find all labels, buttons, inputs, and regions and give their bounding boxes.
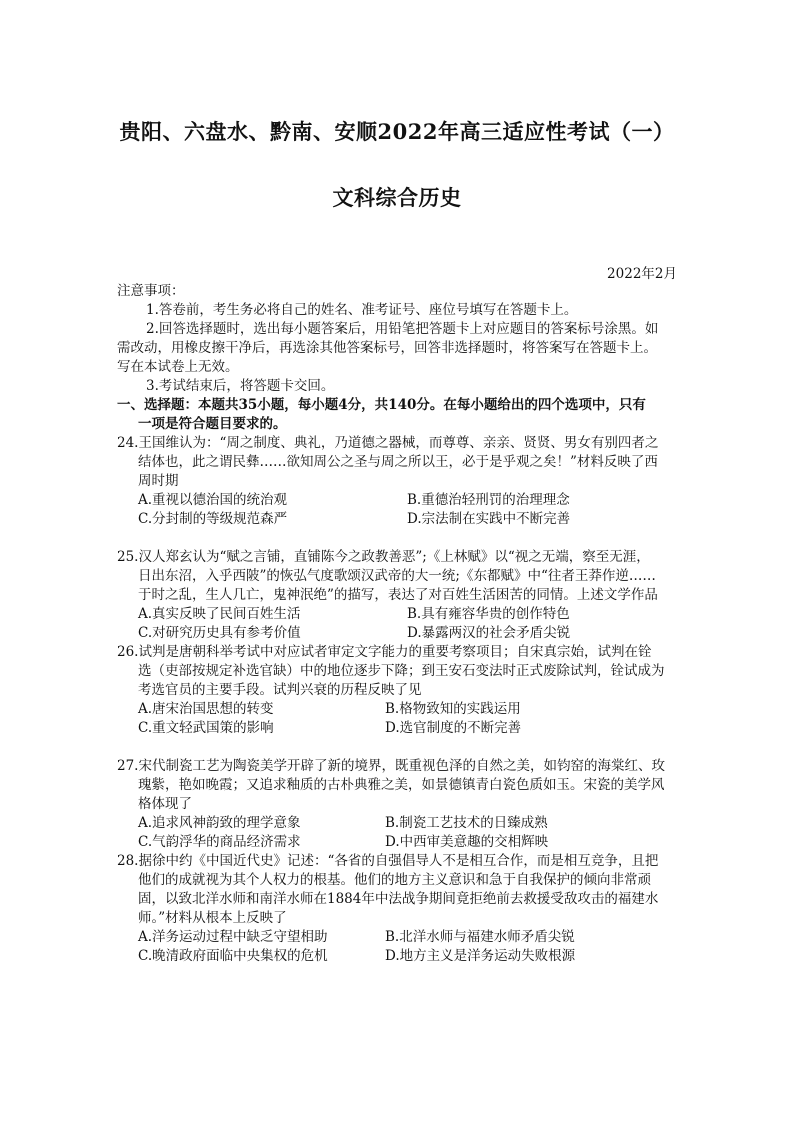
- question-stem-line: 格体现了: [138, 796, 192, 812]
- question-stem-line: 固，以致北洋水师和南洋水师在1884年中法战争期间竟拒绝前去救援受敌攻击的福建水: [138, 891, 659, 907]
- question-27: [117, 757, 682, 852]
- notice-item-3: 3.考试结束后，将答题卡交回。: [146, 378, 335, 394]
- question-stem-line: 周时期: [138, 473, 179, 489]
- option-c: C.气韵浮华的商品经济需求: [138, 834, 301, 850]
- question-stem-line: 28.据徐中约《中国近代史》记述：“各省的自强倡导人不是相互合作，而是相互竞争，且把: [117, 853, 659, 869]
- option-a: A.洋务运动过程中缺乏守望相助: [138, 929, 328, 945]
- question-stem-line: 选（吏部按规定补选官缺）中的地位逐步下降；到王安石变法时正式废除试判，铨试成为: [138, 663, 665, 679]
- option-a: A.重视以德治国的统治观: [138, 492, 288, 508]
- question-stem-line: 考选官员的主要手段。试判兴衰的历程反映了见: [138, 682, 422, 698]
- option-b: B.重德治轻刑罚的治理理念: [407, 492, 570, 508]
- option-c: C.对研究历史具有参考价值: [138, 625, 301, 641]
- option-c: C.分封制的等级规范森严: [138, 511, 288, 527]
- question-25: [117, 548, 682, 643]
- question-stem-line: 26.试判是唐朝科举考试中对应试者审定文字能力的重要考察项目；自宋真宗始，试判在铨: [117, 644, 652, 660]
- notice-item-2-cont: 需改动，用橡皮擦干净后，再选涂其他答案标号，回答非选择题时，将答案写在答题卡上。: [117, 340, 657, 356]
- option-d: D.选官制度的不断完善: [385, 720, 522, 736]
- option-a: A.唐宋治国思想的转变: [138, 701, 274, 717]
- notice-item-2-cont2: 写在本试卷上无效。: [117, 359, 239, 375]
- notice-item-2: 2.回答选择题时，选出每小题答案后，用铅笔把答题卡上对应题目的答案标号涂黑。如: [146, 321, 659, 337]
- option-d: D.中西审美意趣的交相辉映: [385, 834, 549, 850]
- option-c: C.重文轻武国策的影响: [138, 720, 274, 736]
- exam-date: 2022年2月: [607, 266, 677, 282]
- question-stem-line: 于时之乱，生人几亡，鬼神泯绝”的描写，表达了对百姓生活困苦的同情。上述文学作品: [138, 587, 658, 603]
- option-d: D.暴露两汉的社会矛盾尖锐: [407, 625, 571, 641]
- question-stem-line: 瑰紫，艳如晚霞；又追求釉质的古朴典雅之美，如景德镇青白瓷色质如玉。宋瓷的美学风: [138, 777, 665, 793]
- question-28: [117, 852, 682, 966]
- option-b: B.格物致知的实践运用: [385, 701, 521, 717]
- section-heading: 一、选择题：本题共35小题，每小题4分，共140分。在每小题给出的四个选项中，只有: [117, 397, 646, 413]
- option-d: D.地方主义是洋务运动失败根源: [385, 948, 576, 964]
- exam-body: [117, 282, 682, 966]
- option-c: C.晚清政府面临中央集权的危机: [138, 948, 328, 964]
- question-stem-line: 他们的成就视为其个人权力的根基。他们的地方主义意识和急于自我保护的倾向非常顽: [138, 872, 651, 888]
- question-26: [117, 643, 682, 738]
- exam-title: 贵阳、六盘水、黔南、安顺2022年高三适应性考试（一）: [119, 119, 675, 144]
- question-stem-line: 27.宋代制瓷工艺为陶瓷美学开辟了新的境界，既重视色泽的自然之美，如钧窑的海棠红、玫: [117, 758, 665, 774]
- section-heading-cont: 一项是符合题目要求的。: [138, 416, 287, 432]
- notice-item-1: 1.答卷前，考生务必将自己的姓名、准考证号、座位号填写在答题卡上。: [146, 302, 578, 318]
- question-24: [117, 434, 682, 529]
- question-stem-line: 师。”材料从根本上反映了: [138, 910, 287, 926]
- option-b: B.具有雍容华贵的创作特色: [407, 606, 570, 622]
- notice-heading: 注意事项：: [117, 283, 185, 299]
- option-b: B.北洋水师与福建水师矛盾尖锐: [385, 929, 575, 945]
- option-b: B.制瓷工艺技术的日臻成熟: [385, 815, 548, 831]
- option-a: A.真实反映了民间百姓生活: [138, 606, 301, 622]
- question-stem-line: 结体也，此之谓民彝……欲知周公之圣与周之所以王，必于是乎观之矣！”材料反映了西: [138, 454, 658, 470]
- exam-subtitle: 文科综合历史: [332, 185, 462, 210]
- question-stem-line: 25.汉人郑玄认为“赋之言铺，直铺陈今之政教善恶”;《上林赋》以“视之无端，察至无涯，: [117, 549, 650, 565]
- option-d: D.宗法制在实践中不断完善: [407, 511, 571, 527]
- question-stem-line: 日出东沼，入乎西陂”的恢弘气度歌颂汉武帝的大一统;《东都赋》中“往者王莽作逆……: [138, 568, 656, 584]
- question-stem-line: 24.王国维认为：“周之制度、典礼，乃道德之器械，而尊尊、亲亲、贤贤、男女有别四者之: [117, 435, 659, 451]
- option-a: A.追求风神韵致的理学意象: [138, 815, 301, 831]
